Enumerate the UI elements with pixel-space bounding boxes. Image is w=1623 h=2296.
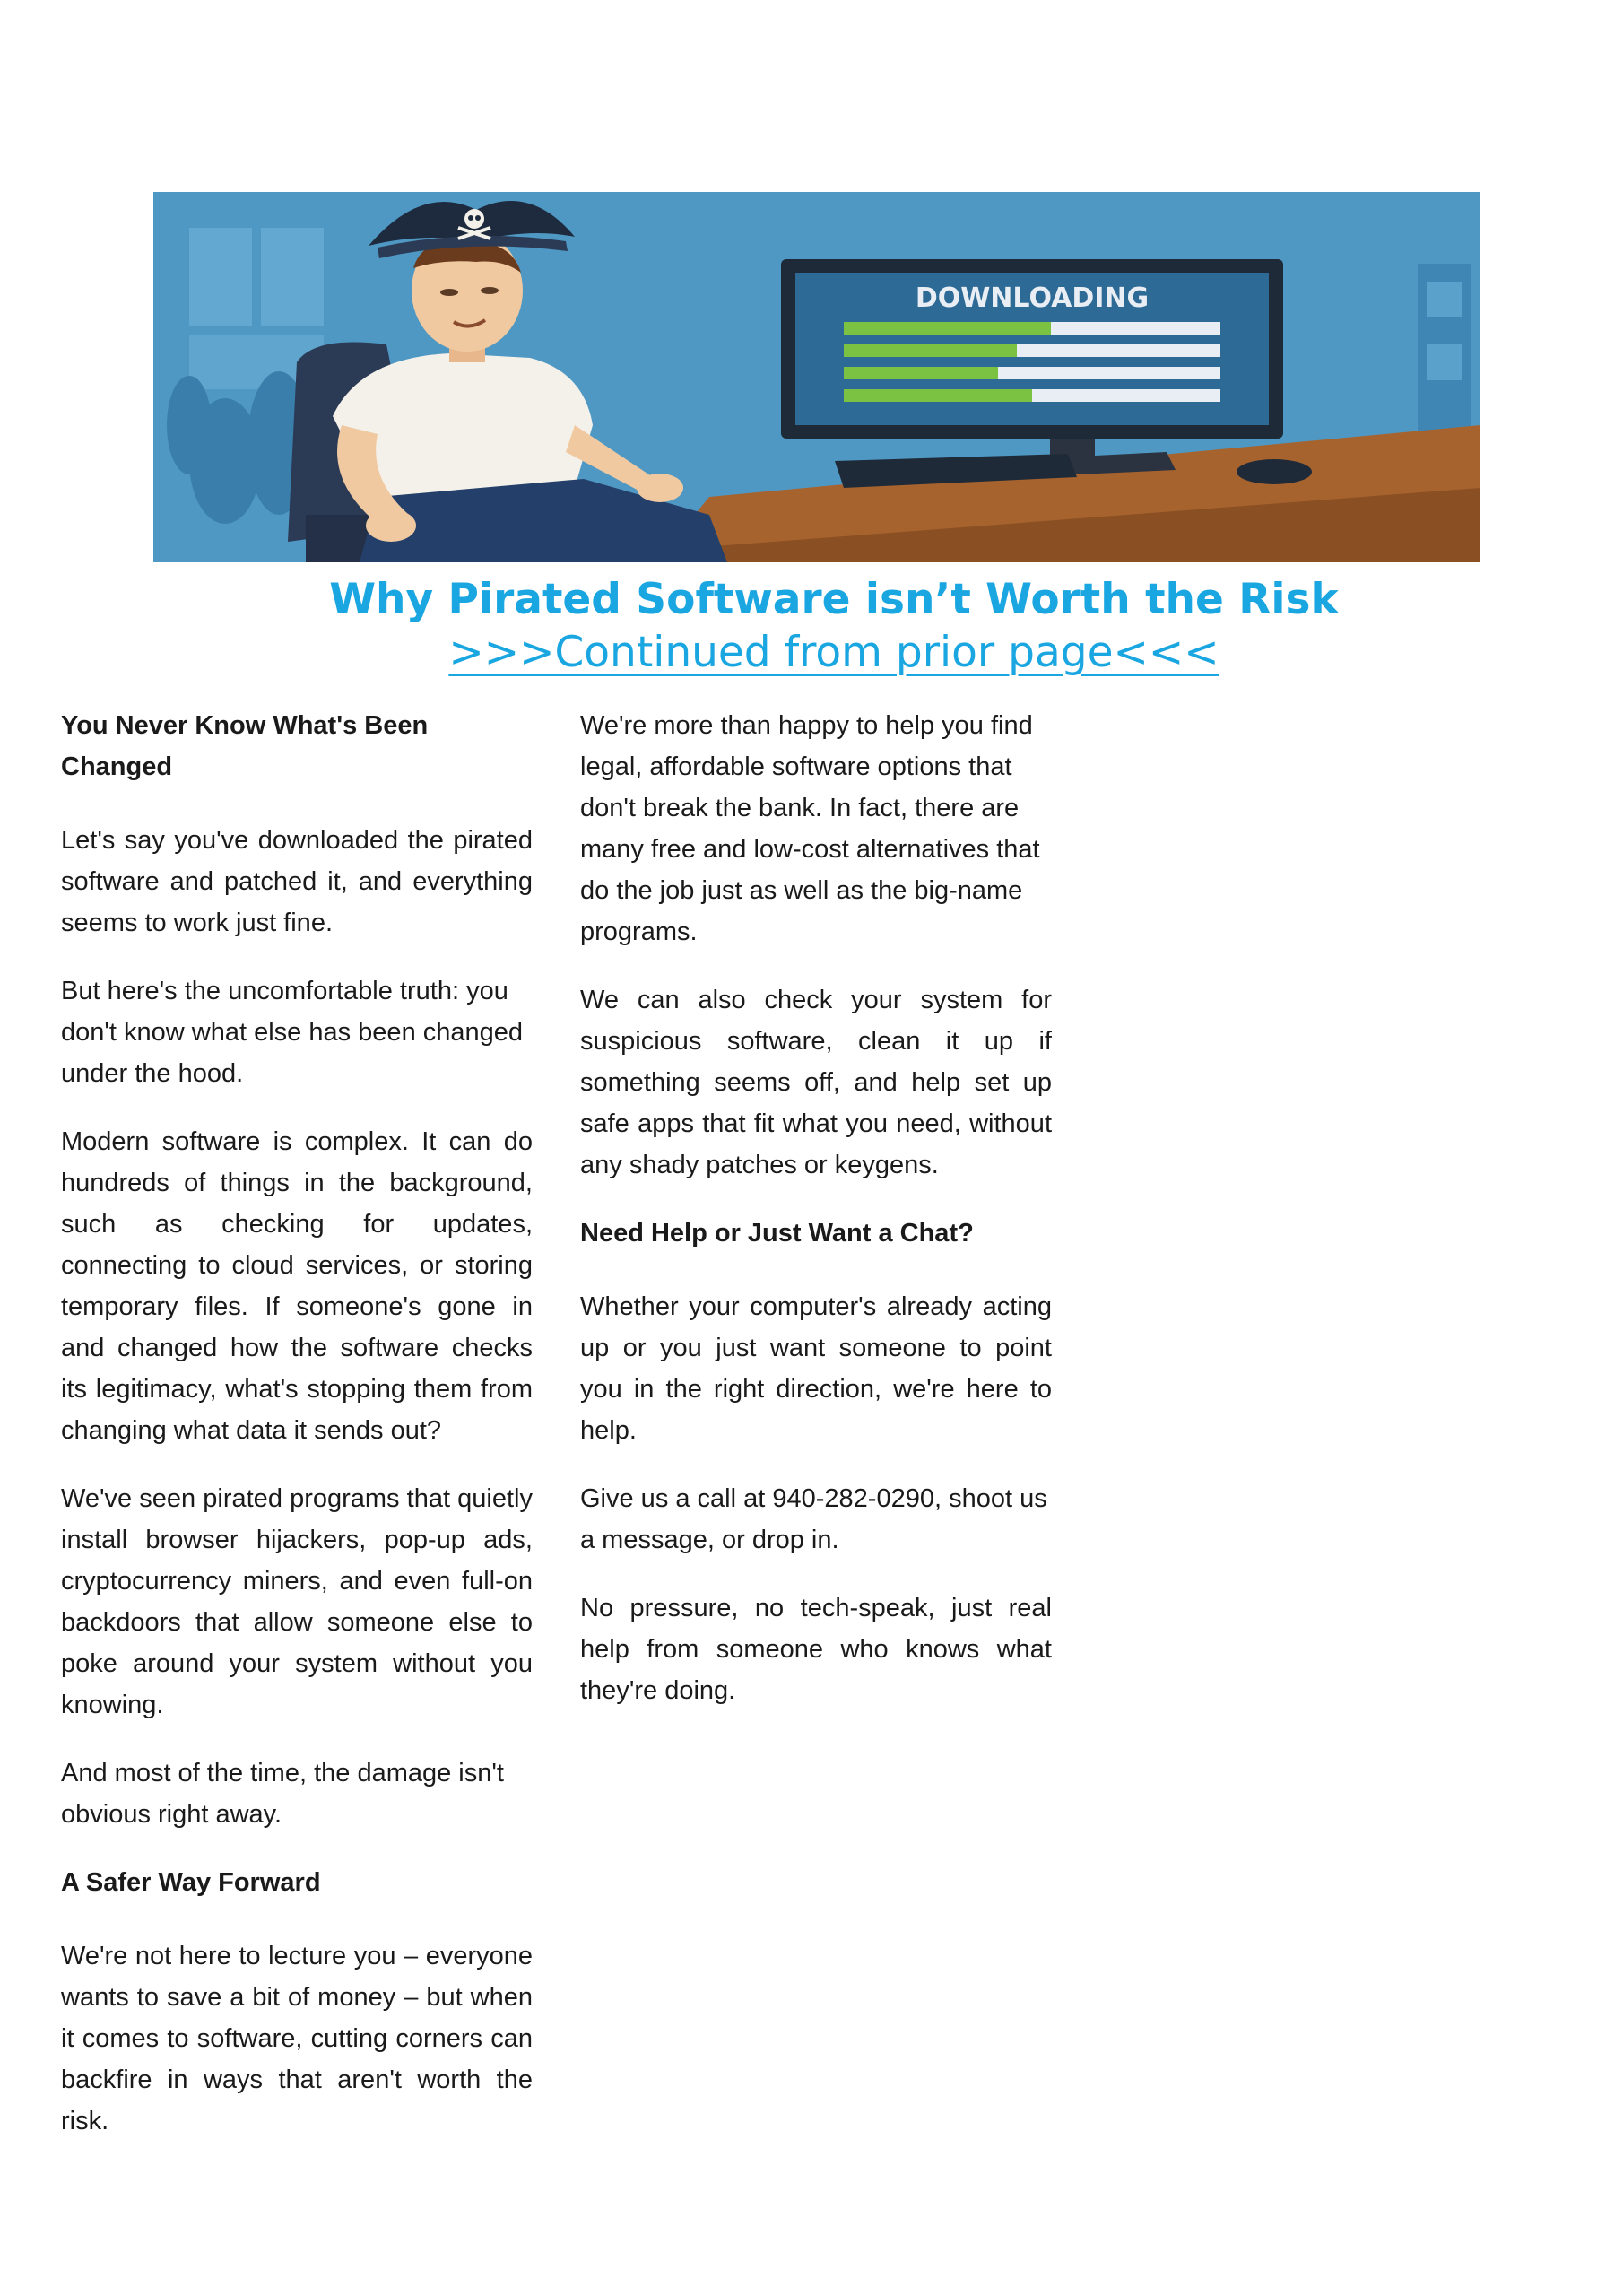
paragraph: Give us a call at 940-282-0290, shoot us a message, or drop in.	[580, 1484, 1047, 1554]
paragraph: We've seen pirated programs that quietly install browser hijackers, pop-up ads, cryptocurrency miners, and even full-on backdoors that allow someone else to poke around your system without you knowing.	[61, 1484, 533, 1719]
section-heading-changed: You Never Know What's Been Changed	[61, 711, 429, 781]
page-title: Why Pirated Software isn’t Worth the Risk	[329, 575, 1339, 624]
progress-bar-fill	[844, 322, 1051, 335]
paragraph: We can also check your system for suspicious software, clean it up if something seems off, and help set up safe apps that fit what you need, without any shady patches or keygens.	[580, 986, 1052, 1179]
paragraph: Whether your computer's already acting up or you just want someone to point you in the right direction, we're here to help.	[580, 1292, 1052, 1445]
paragraph: We're not here to lecture you – everyone wants to save a bit of money – but when it comes to software, cutting corners can backfire in ways that aren't worth the risk.	[61, 1942, 533, 2135]
title-block	[0, 574, 1623, 680]
paragraph: And most of the time, the damage isn't obvious right away.	[61, 1759, 504, 1829]
paragraph: No pressure, no tech-speak, just real help from someone who knows what they're doing.	[580, 1594, 1052, 1705]
hero-illustration	[153, 192, 1480, 562]
section-heading-safer-way: A Safer Way Forward	[61, 1868, 321, 1897]
screen-text: DOWNLOADING	[915, 283, 1150, 314]
paragraph: But here's the uncomfortable truth: you don't know what else has been changed under the hood.	[61, 977, 524, 1088]
progress-bar-fill	[844, 344, 1017, 357]
paragraph: Let's say you've downloaded the pirated software and patched it, and everything seems to work just fine.	[61, 826, 533, 937]
progress-bar-fill	[844, 367, 998, 379]
continued-link[interactable]: >>>Continued from prior page<<<	[448, 628, 1219, 677]
paragraph: We're more than happy to help you find legal, affordable software options that don't break the bank. In fact, there are many free and low-cost alternatives that do the job just as well as the big-name programs.	[580, 711, 1040, 946]
right-column	[580, 705, 1052, 1738]
progress-bar-fill	[844, 389, 1032, 402]
left-column	[61, 705, 533, 2169]
section-heading-need-help: Need Help or Just Want a Chat?	[580, 1219, 974, 1248]
paragraph: Modern software is complex. It can do hundreds of things in the background, such as checking for updates, connecting to cloud services, or storing temporary files. If someone's gone in and changed how the software checks its legitimacy, what's stopping them from changing what data it sends out?	[61, 1127, 533, 1445]
